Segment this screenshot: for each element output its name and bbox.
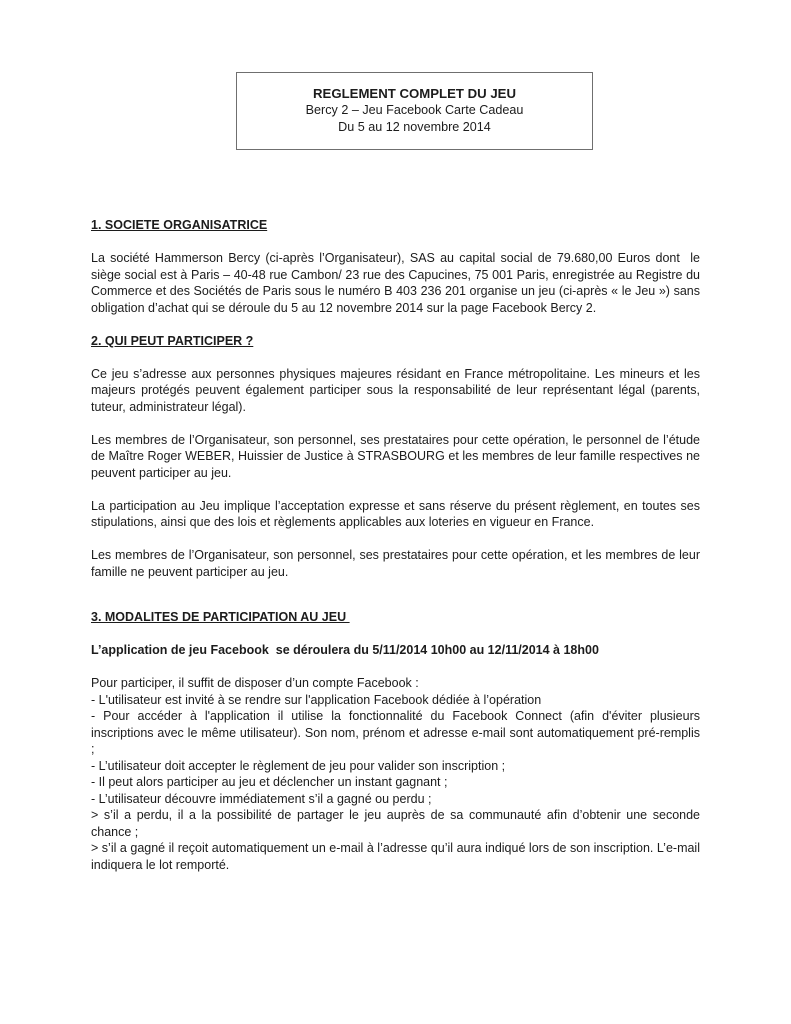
participation-step: - Pour accéder à l'application il utilise la fonctionnalité du Facebook Connect (afin d'éviter plusieurs inscriptions avec le même utilisateur). Son nom, prénom et adresse e-mail sont automatiquement pré-remplis ; (91, 709, 704, 756)
participation-step: - L'utilisateur est invité à se rendre sur l'application Facebook dédiée à l’opération (91, 692, 542, 707)
section-2-paragraph-4: Les membres de l’Organisateur, son personnel, ses prestataires pour cette opération, et les membres de leur famille ne peuvent participer au jeu. (91, 548, 704, 579)
participation-step: - L’utilisateur doit accepter le règlement de jeu pour valider son inscription ; (91, 758, 506, 773)
document-subtitle: Bercy 2 – Jeu Facebook Carte Cadeau (305, 103, 524, 117)
section-2-paragraph-2: Les membres de l’Organisateur, son personnel, ses prestataires pour cette opération, le personnel de l’étude de Maître Roger WEBER, Huissier de Justice à STRASBOURG et les membres de leur famille respectives ne peuvent participer au jeu. (91, 432, 704, 480)
section-1-heading: 1. SOCIETE ORGANISATRICE (91, 218, 268, 232)
document-title: REGLEMENT COMPLET DU JEU (313, 86, 516, 101)
section-1-paragraph: La société Hammerson Bercy (ci-après l’Organisateur), SAS au capital social de 79.680,00 Euros dont le siège social est à Paris – 40-48 rue Cambon/ 23 rue des Capucines, 75 001 Paris, enregistrée au Registre du Commerce et des Sociétés de Paris sous le numéro B 403 236 201 organise un jeu (ci-après « le Jeu ») sans obligation d’achat qui se déroule du 5 au 12 novembre 2014 sur la page Facebook Bercy 2. (91, 251, 704, 315)
participation-intro: Pour participer, il suffit de disposer d’un compte Facebook : (91, 676, 419, 690)
section-2-paragraph-1: Ce jeu s’adresse aux personnes physiques majeures résidant en France métropolitaine. Les mineurs et les majeurs protégés peuvent également participer sous la responsabilité de leur représentant légal (parents, tuteur, administrateur légal). (91, 366, 704, 414)
participation-step: > s’il a perdu, il a la possibilité de partager le jeu auprès de sa communauté afin d’obtenir une seconde chance ; (91, 808, 704, 839)
participation-steps (91, 675, 704, 873)
document-date-range: Du 5 au 12 novembre 2014 (338, 120, 491, 134)
participation-step: - L’utilisateur découvre immédiatement s’il a gagné ou perdu ; (91, 791, 432, 806)
section-2-heading: 2. QUI PEUT PARTICIPER ? (91, 333, 254, 348)
title-box (236, 72, 593, 150)
section-3-heading: 3. MODALITES DE PARTICIPATION AU JEU (91, 610, 350, 624)
section-2-paragraph-3: La participation au Jeu implique l’acceptation expresse et sans réserve du présent règlement, en toutes ses stipulations, ainsi que des lois et règlements applicables aux loteries en vigueur en France. (91, 498, 704, 529)
section-3-schedule: L’application de jeu Facebook se déroulera du 5/11/2014 10h00 au 12/11/2014 à 18h00 (91, 643, 599, 657)
participation-step: > s’il a gagné il reçoit automatiquement un e-mail à l’adresse qu’il aura indiqué lors de son inscription. L’e-mail indiquera le lot remporté. (91, 841, 704, 872)
participation-step: - Il peut alors participer au jeu et déclencher un instant gagnant ; (91, 775, 448, 789)
